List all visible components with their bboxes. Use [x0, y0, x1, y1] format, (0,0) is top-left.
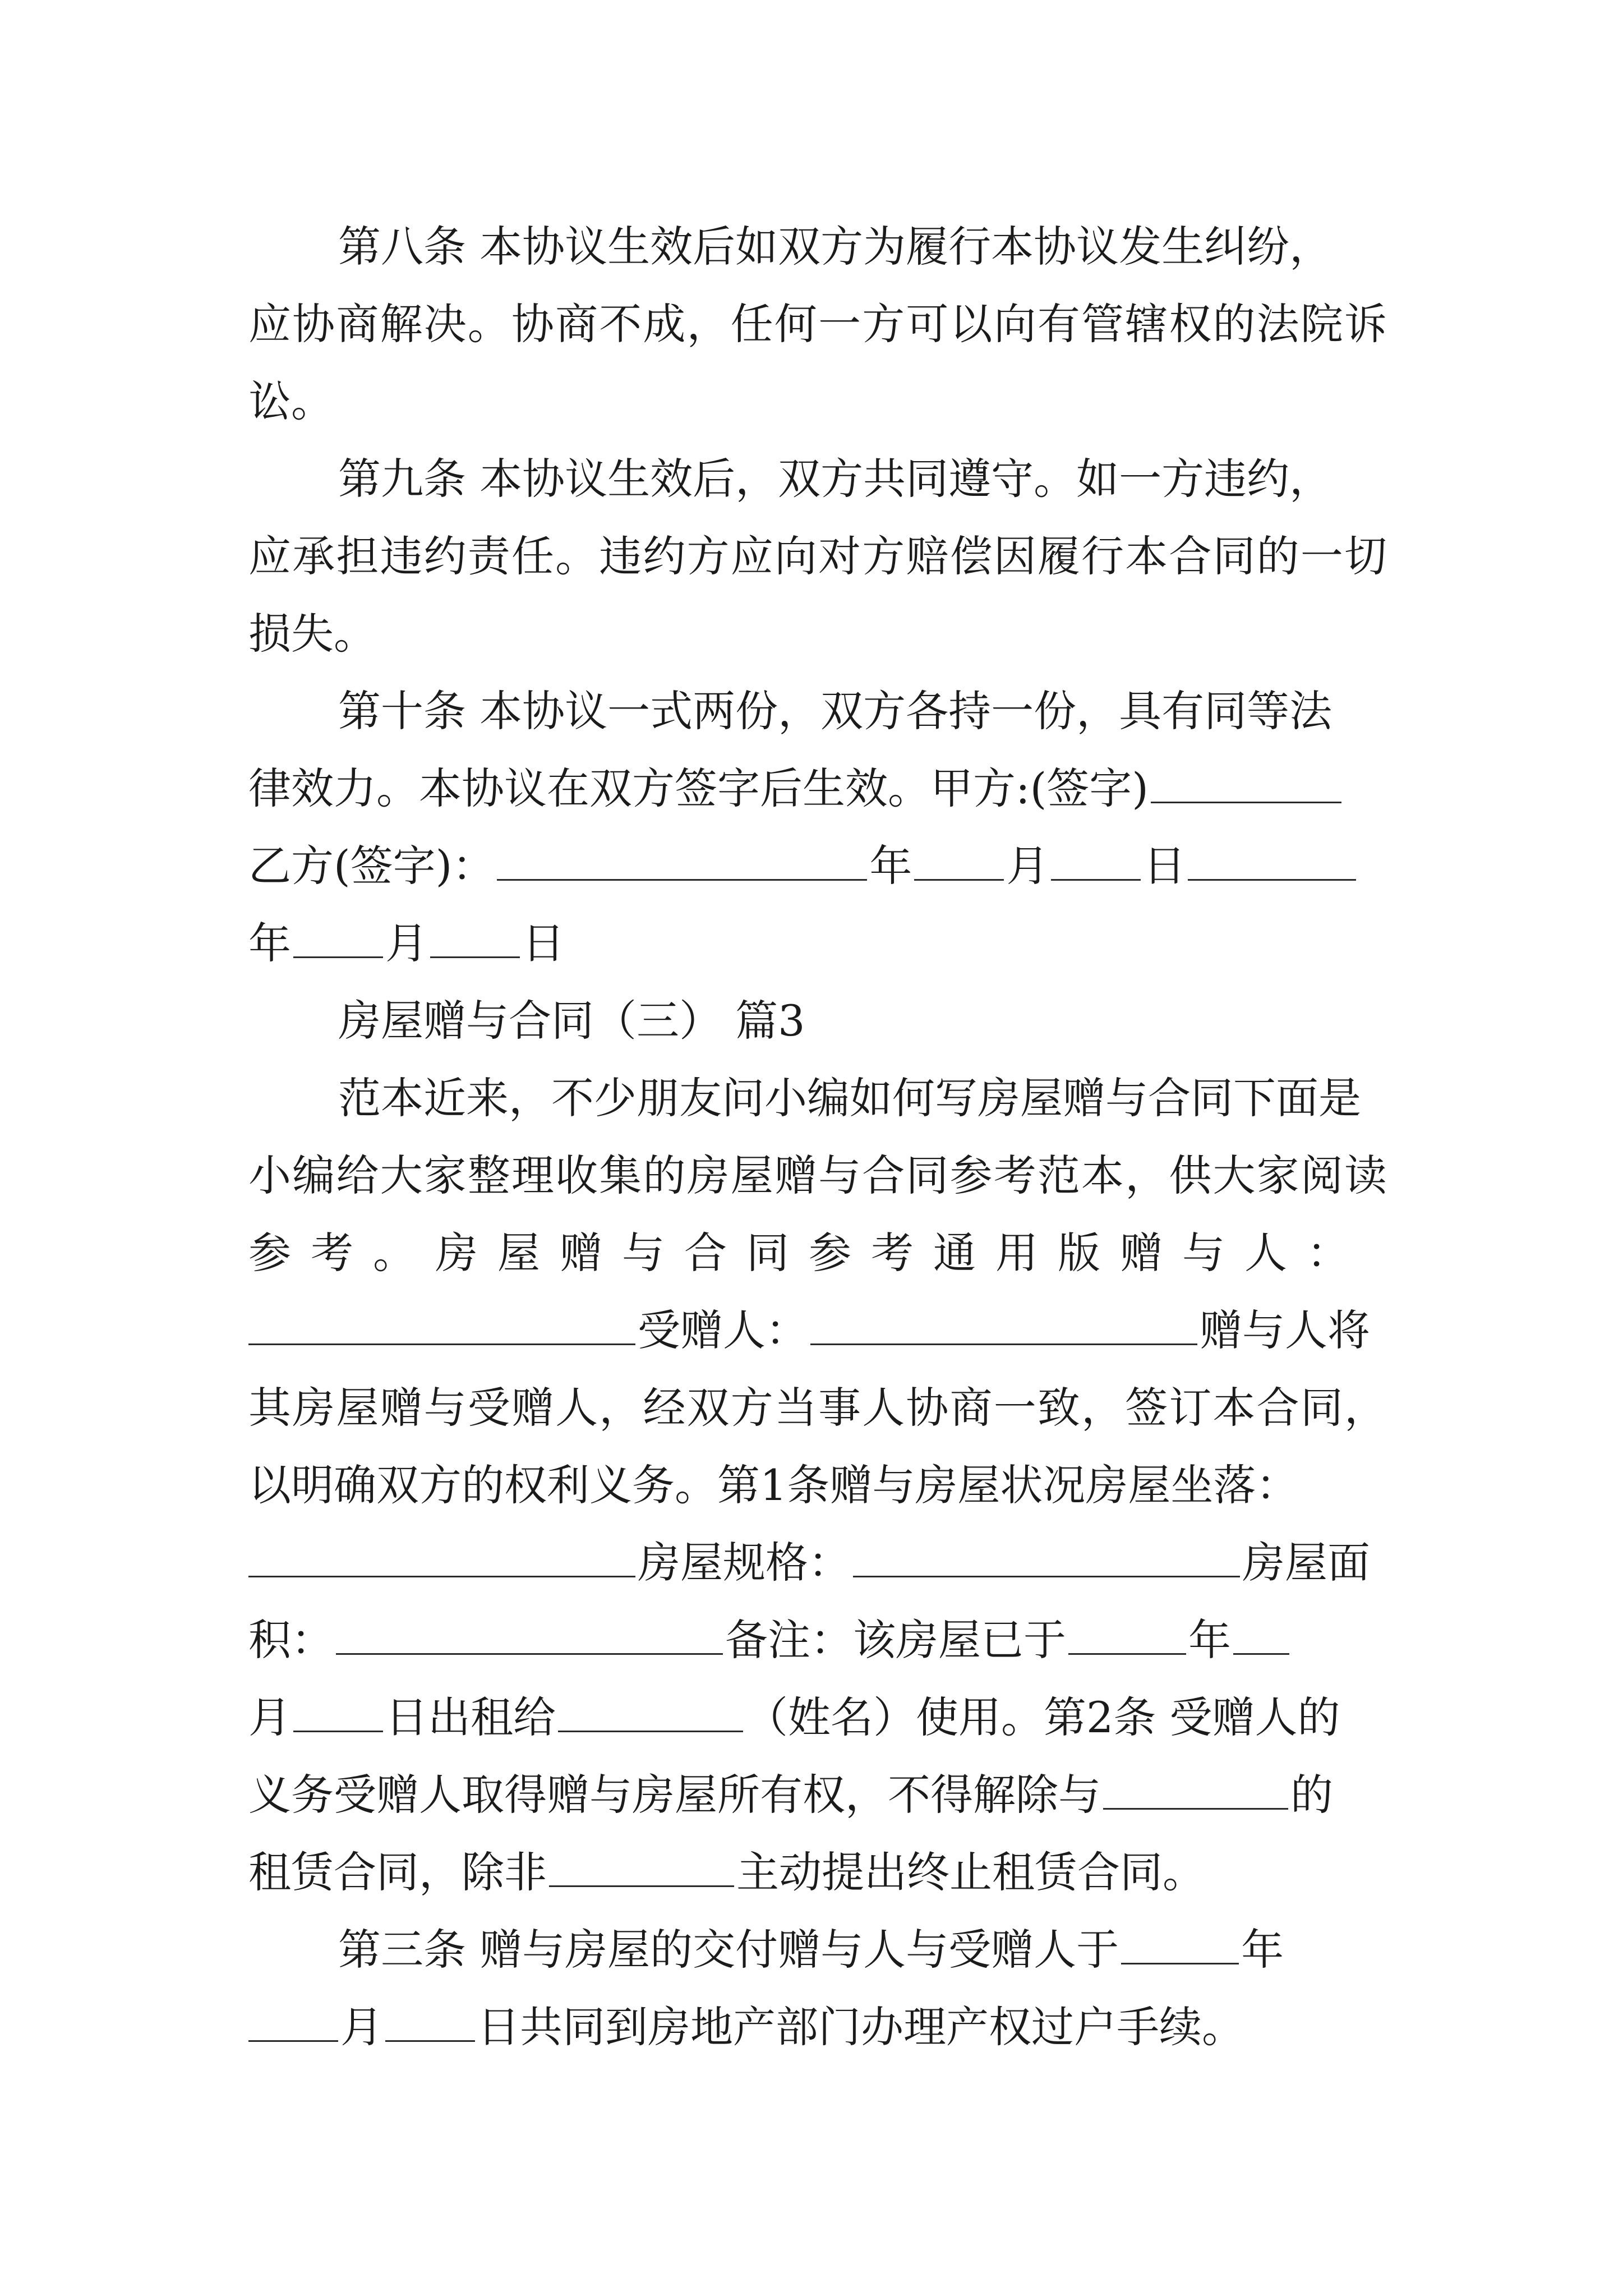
- section-3-line-10: [248, 1756, 1387, 1834]
- article-9-line-1: [248, 440, 1387, 518]
- article-8-line-2: [248, 285, 1387, 364]
- article-9-text-2: 应承担违约责任。违约方应向对方赔偿因履行本合同的一切: [248, 531, 1387, 581]
- transfer-year-blank: [1121, 1963, 1239, 1964]
- section-title-text: 房屋赠与合同（三） 篇3: [338, 996, 805, 1046]
- section-3-text-3: 参考。房屋赠与合同参考通用版赠与人：: [248, 1228, 1369, 1278]
- terminate-party-blank: [549, 1885, 734, 1887]
- article-10-text-1: 第十条 本协议一式两份，双方各持一份，具有同等法: [338, 686, 1332, 736]
- party-b-date-year-blank: [1188, 879, 1356, 881]
- section-3-line-4: [248, 1291, 1387, 1370]
- article-8-text-2: 应协商解决。协商不成，任何一方可以向有管辖权的法院诉: [248, 299, 1387, 349]
- date-year-label-2: 年: [248, 918, 291, 968]
- obligation-text: 义务受赠人取得赠与房屋所有权，不得解除与: [248, 1770, 1101, 1820]
- section-3-line-11: [248, 1833, 1387, 1912]
- date-month-blank: [914, 879, 1004, 881]
- section-3-line-5: [248, 1369, 1387, 1447]
- article-10-line-2: [248, 749, 1387, 828]
- transfer-year-label: 年: [1241, 1925, 1284, 1975]
- rent-year-label: 年: [1188, 1615, 1231, 1665]
- party-b-signature-blank: [497, 879, 867, 881]
- area-blank: [336, 1653, 723, 1655]
- rent-year-blank: [1068, 1653, 1186, 1655]
- party-a-signature-blank: [1151, 802, 1341, 803]
- article-8-line-1: [248, 208, 1387, 286]
- article-9-text-1: 第九条 本协议生效后，双方共同遵守。如一方违约，: [338, 454, 1332, 504]
- article-8-text-3: 讼。: [248, 376, 334, 426]
- transfer-month-blank: [248, 2040, 338, 2042]
- section-3-line-9: [248, 1678, 1387, 1757]
- area-tail-text: 积：: [248, 1615, 334, 1665]
- rent-month-label: 月: [248, 1692, 291, 1742]
- section-3-line-7: [248, 1524, 1387, 1602]
- article-3-line-2: [248, 1988, 1387, 2067]
- lease-party-blank: [1103, 1808, 1288, 1810]
- spec-blank: [853, 1576, 1240, 1577]
- area-head-text: 房屋面: [1242, 1538, 1370, 1588]
- date-day-blank-2: [430, 956, 520, 958]
- section-3-line-2: [248, 1137, 1387, 1215]
- date-year-label: 年: [869, 841, 912, 891]
- name-use-text: （姓名）使用。第2条 受赠人的: [745, 1692, 1340, 1742]
- article-9-text-3: 损失。: [248, 609, 376, 659]
- section-3-text-1: 范本近来，不少朋友问小编如何写房屋赠与合同下面是: [338, 1073, 1361, 1123]
- section-3-text-5: 其房屋赠与受赠人，经双方当事人协商一致，签订本合同，: [248, 1383, 1387, 1433]
- rent-month-blank: [1233, 1653, 1289, 1655]
- article-8-text-1: 第八条 本协议生效后如双方为履行本协议发生纠纷，: [338, 222, 1332, 272]
- section-3-line-6: [248, 1446, 1387, 1525]
- date-month-label: 月: [1006, 841, 1049, 891]
- spec-label: 房屋规格：: [638, 1538, 851, 1588]
- lease-unless-text: 租赁合同，除非: [248, 1847, 547, 1897]
- transfer-day-blank: [385, 2040, 475, 2042]
- section-title: [248, 982, 1387, 1060]
- de-text: 的: [1290, 1770, 1333, 1820]
- date-month-label-2: 月: [385, 918, 428, 968]
- remark-text: 备注：该房屋已于: [725, 1615, 1066, 1665]
- tenant-name-blank: [558, 1731, 743, 1732]
- article-3-line-1: [248, 1911, 1387, 1989]
- article-3-text-2: 日共同到房地产部门办理产权过户手续。: [477, 2002, 1244, 2052]
- transfer-month-label: 月: [340, 2002, 383, 2052]
- section-3-text-2: 小编给大家整理收集的房屋赠与合同参考范本，供大家阅读: [248, 1151, 1387, 1200]
- recipient-name-blank: [810, 1343, 1197, 1345]
- article-8-line-3: [248, 362, 1387, 441]
- article-9-line-2: [248, 517, 1387, 596]
- section-3-line-8: [248, 1601, 1387, 1680]
- location-blank: [248, 1576, 635, 1577]
- date-month-blank-2: [293, 956, 383, 958]
- article-3-text-1: 第三条 赠与房屋的交付赠与人与受赠人于: [338, 1925, 1119, 1975]
- terminate-text: 主动提出终止租赁合同。: [736, 1847, 1205, 1897]
- article-10-line-4: [248, 904, 1387, 983]
- rent-to-text: 日出租给: [385, 1692, 556, 1742]
- section-3-text-6: 以明确双方的权利义务。第1条赠与房屋状况房屋坐落：: [248, 1460, 1299, 1510]
- article-10-text-2: 律效力。本协议在双方签字后生效。甲方:(签字): [248, 763, 1149, 813]
- date-day-label: 日: [1143, 841, 1186, 891]
- rent-day-blank: [293, 1731, 383, 1732]
- article-10-line-1: [248, 672, 1387, 751]
- article-10-line-3: [248, 827, 1387, 905]
- recipient-label: 受赠人：: [638, 1305, 808, 1355]
- section-3-line-1: [248, 1059, 1387, 1138]
- date-day-label-2: 日: [522, 918, 565, 968]
- article-9-line-3: [248, 595, 1387, 673]
- date-day-blank: [1051, 879, 1141, 881]
- donor-will-text: 赠与人将: [1200, 1305, 1370, 1355]
- party-b-signature-label: 乙方(签字)：: [248, 841, 495, 891]
- section-3-line-3: [248, 1214, 1387, 1292]
- donor-name-blank: [248, 1343, 635, 1345]
